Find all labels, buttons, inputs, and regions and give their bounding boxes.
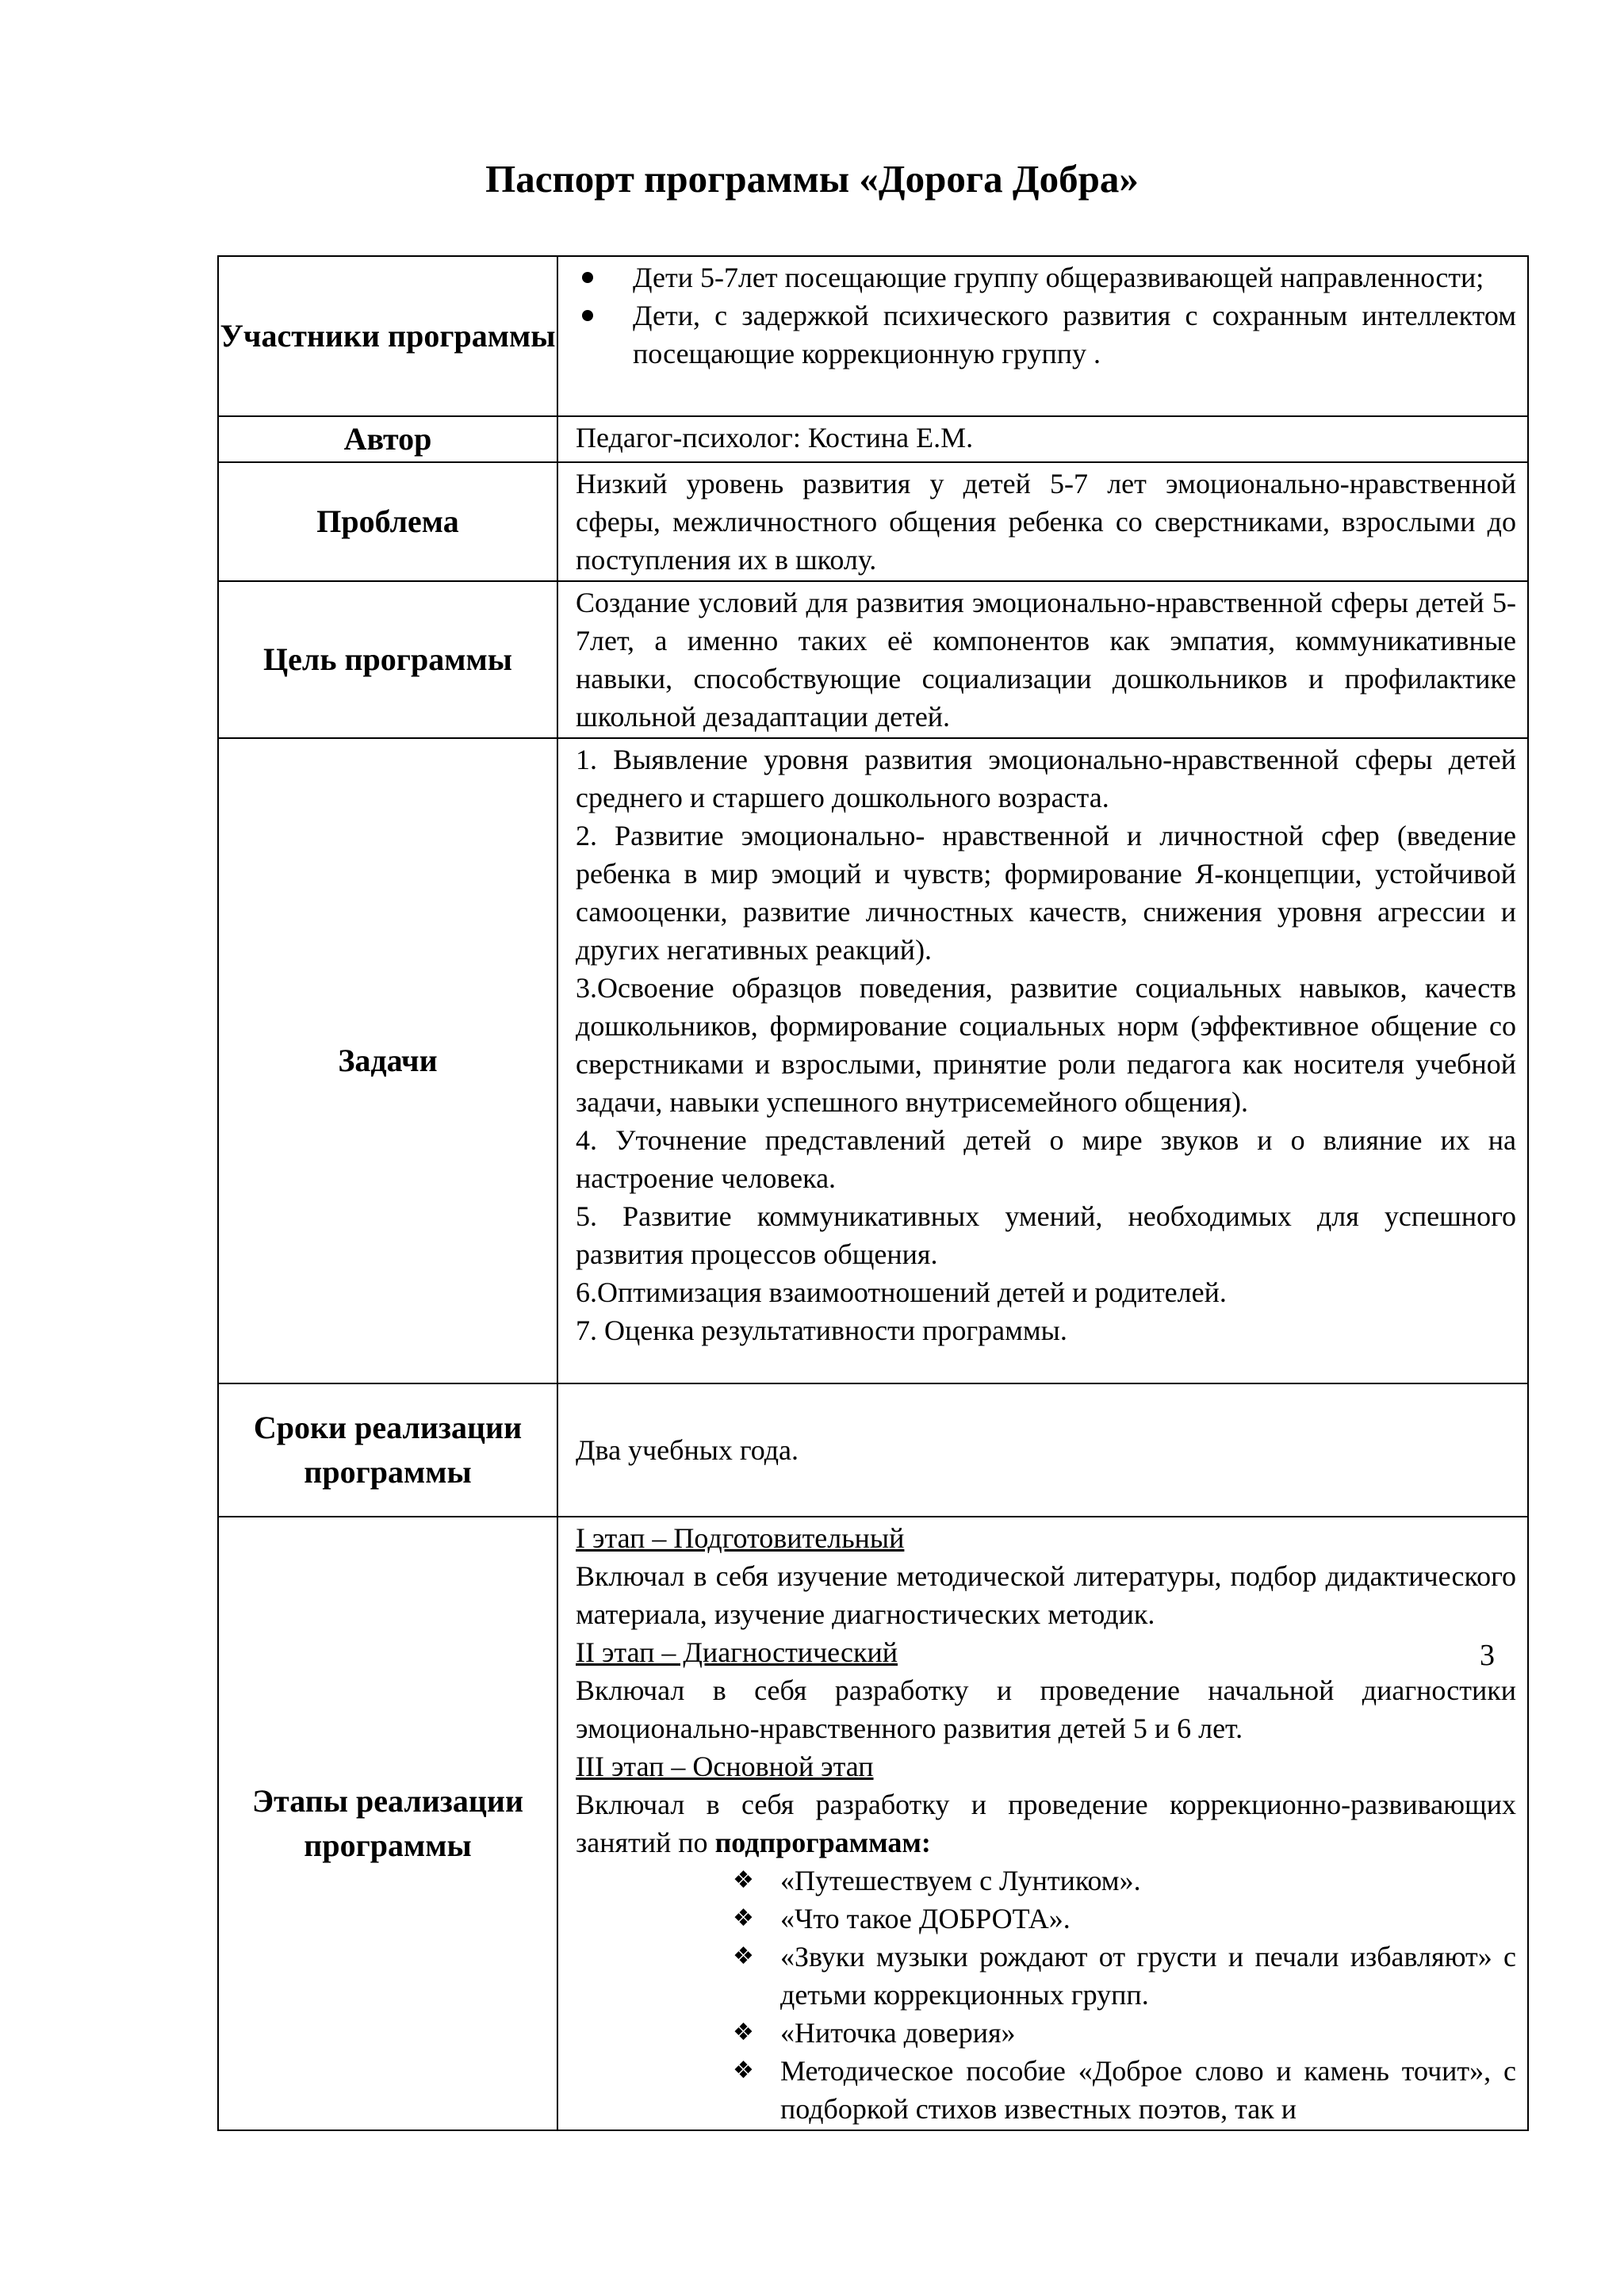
label-problem: Проблема — [218, 462, 557, 581]
diamond-bullet-icon: ❖ — [733, 1942, 754, 1970]
list-item: ❖ «Путешествуем с Лунтиком». — [733, 1862, 1516, 1900]
label-tasks: Задачи — [218, 738, 557, 1383]
diamond-bullet-icon: ❖ — [733, 2057, 754, 2084]
label-terms: Сроки реализации программы — [218, 1383, 557, 1517]
value-author: Педагог-психолог: Костина Е.М. — [557, 416, 1528, 462]
list-item: ❖ «Звуки музыки рождают от грусти и печали избавляют» с детьми коррекционных групп. — [733, 1938, 1516, 2014]
value-participants — [557, 256, 1528, 416]
stage-3-bold: подпрограммам: — [714, 1827, 931, 1858]
page-number: 3 — [1480, 1639, 1495, 1672]
list-item: ❖ Методическое пособие «Доброе слово и камень точит», с подборкой стихов известных поэтов, так и — [733, 2052, 1516, 2128]
stage-1-text: Включал в себя изучение методической литературы, подбор дидактического материала, изучение диагностических методик. — [576, 1560, 1516, 1630]
list-item: Дети, с задержкой психического развития с сохранным интеллектом посещающие коррекционную группу . — [576, 297, 1516, 373]
value-tasks — [557, 738, 1528, 1383]
row-problem — [218, 462, 1528, 581]
row-tasks — [218, 738, 1528, 1383]
value-terms: Два учебных года. — [557, 1383, 1528, 1517]
task-item: 5. Развитие коммуникативных умений, необходимых для успешного развития процессов общения. — [576, 1200, 1516, 1270]
task-item: 7. Оценка результативности программы. — [576, 1314, 1067, 1346]
label-goal: Цель программы — [218, 581, 557, 738]
list-item: ❖ «Ниточка доверия» — [733, 2014, 1516, 2052]
row-terms — [218, 1383, 1528, 1517]
row-participants — [218, 256, 1528, 416]
passport-table — [217, 255, 1529, 2131]
task-item: 1. Выявление уровня развития эмоционально-нравственной сферы детей среднего и старшего дошкольного возраста. — [576, 744, 1516, 813]
stage-3-text: Включал в себя разработку и проведение коррекционно-развивающих занятий по подпрограммам: — [576, 1789, 1516, 1858]
page-title: Паспорт программы «Дорога Добра» — [485, 157, 1139, 201]
label-author: Автор — [218, 416, 557, 462]
row-stages — [218, 1517, 1528, 2130]
diamond-bullet-icon: ❖ — [733, 2019, 754, 2046]
task-item: 2. Развитие эмоционально- нравственной и личностной сфер (введение ребенка в мир эмоций и чувств; формирование Я-концепции, устойчивой самооценки, развитие личностных качеств, снижения уровня агрессии и других негативных реакций). — [576, 820, 1516, 966]
label-stages: Этапы реализации программы — [218, 1517, 557, 2130]
task-item: 6.Оптимизация взаимоотношений детей и родителей. — [576, 1276, 1227, 1308]
list-item: Дети 5-7лет посещающие группу общеразвивающей направленности; — [576, 258, 1516, 297]
task-item: 4. Уточнение представлений детей о мире звуков и о влияние их на настроение человека. — [576, 1124, 1516, 1194]
value-goal: Создание условий для развития эмоционально-нравственной сферы детей 5-7лет, а именно таких её компонентов как эмпатия, коммуникативные навыки, способствующие социализации дошкольников и профилактике школьной дезадаптации детей. — [557, 581, 1528, 738]
diamond-bullet-icon: ❖ — [733, 1866, 754, 1894]
diamond-bullet-icon: ❖ — [733, 1904, 754, 1932]
stage-2-title: II этап – Диагностический — [576, 1636, 898, 1668]
value-stages — [557, 1517, 1528, 2130]
label-participants: Участники программы — [218, 256, 557, 416]
row-author — [218, 416, 1528, 462]
subprogram-list — [576, 1862, 1516, 2128]
stage-1-title: I этап – Подготовительный — [576, 1522, 905, 1554]
bullet-icon — [582, 310, 593, 321]
stage-2-text: Включал в себя разработку и проведение начальной диагностики эмоционально-нравственного развития детей 5 и 6 лет. — [576, 1674, 1516, 1744]
row-goal — [218, 581, 1528, 738]
task-item: 3.Освоение образцов поведения, развитие социальных навыков, качеств дошкольников, формирование социальных норм (эффективное общение со сверстниками и взрослыми, принятие роли педагога как носителя учебной задачи, навыки успешного внутрисемейного общения). — [576, 972, 1516, 1118]
stage-3-title: III этап – Основной этап — [576, 1751, 874, 1782]
bullet-icon — [582, 272, 593, 283]
list-item: ❖ «Что такое ДОБРОТА». — [733, 1900, 1516, 1938]
value-problem: Низкий уровень развития у детей 5-7 лет эмоционально-нравственной сферы, межличностного общения ребенка со сверстниками, взрослыми до поступления их в школу. — [557, 462, 1528, 581]
